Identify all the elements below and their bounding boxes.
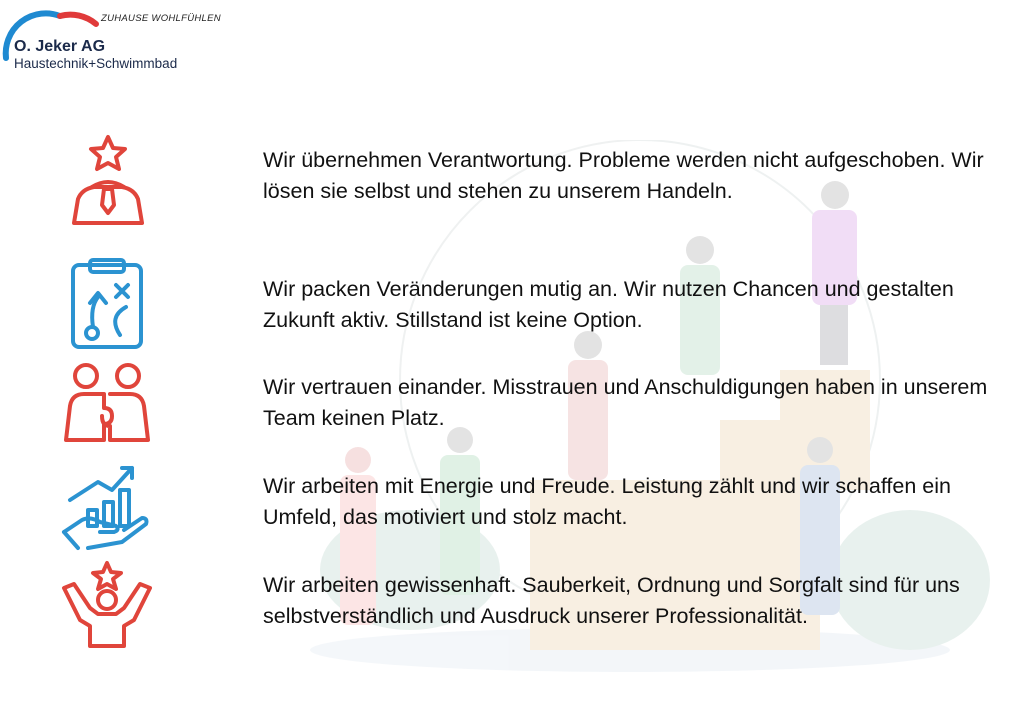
value-statement-responsibility: Wir übernehmen Verantwortung. Probleme werden nicht aufgeschoben. Wir lösen sie selbst und stehen zu unserem Handeln. (263, 148, 984, 203)
value-statement-change: Wir packen Veränderungen mutig an. Wir nutzen Chancen und gestalten Zukunft aktiv. Stillstand ist keine Option. (263, 277, 954, 332)
strategy-board-icon (68, 257, 146, 352)
value-statement-trust: Wir vertrauen einander. Misstrauen und Anschuldigungen haben in unserem Team keinen Platz. (263, 375, 988, 430)
logo-tagline: ZUHAUSE WOHLFÜHLEN (101, 13, 221, 24)
company-logo (0, 0, 230, 80)
celebrating-person-icon (60, 560, 154, 650)
value-statement-energy: Wir arbeiten mit Energie und Freude. Leistung zählt und wir schaffen ein Umfeld, das motiviert und stolz macht. (263, 474, 951, 529)
value-statement-diligence: Wir arbeiten gewissenhaft. Sauberkeit, Ordnung und Sorgfalt sind für uns selbstverständlich und Ausdruck unserer Professionalität. (263, 573, 960, 628)
leader-star-icon (66, 133, 150, 228)
growth-hand-icon (60, 460, 152, 552)
puzzle-team-icon (60, 360, 154, 445)
company-name: O. Jeker AG (14, 38, 106, 55)
company-division: Haustechnik+Schwimmbad (14, 56, 178, 71)
